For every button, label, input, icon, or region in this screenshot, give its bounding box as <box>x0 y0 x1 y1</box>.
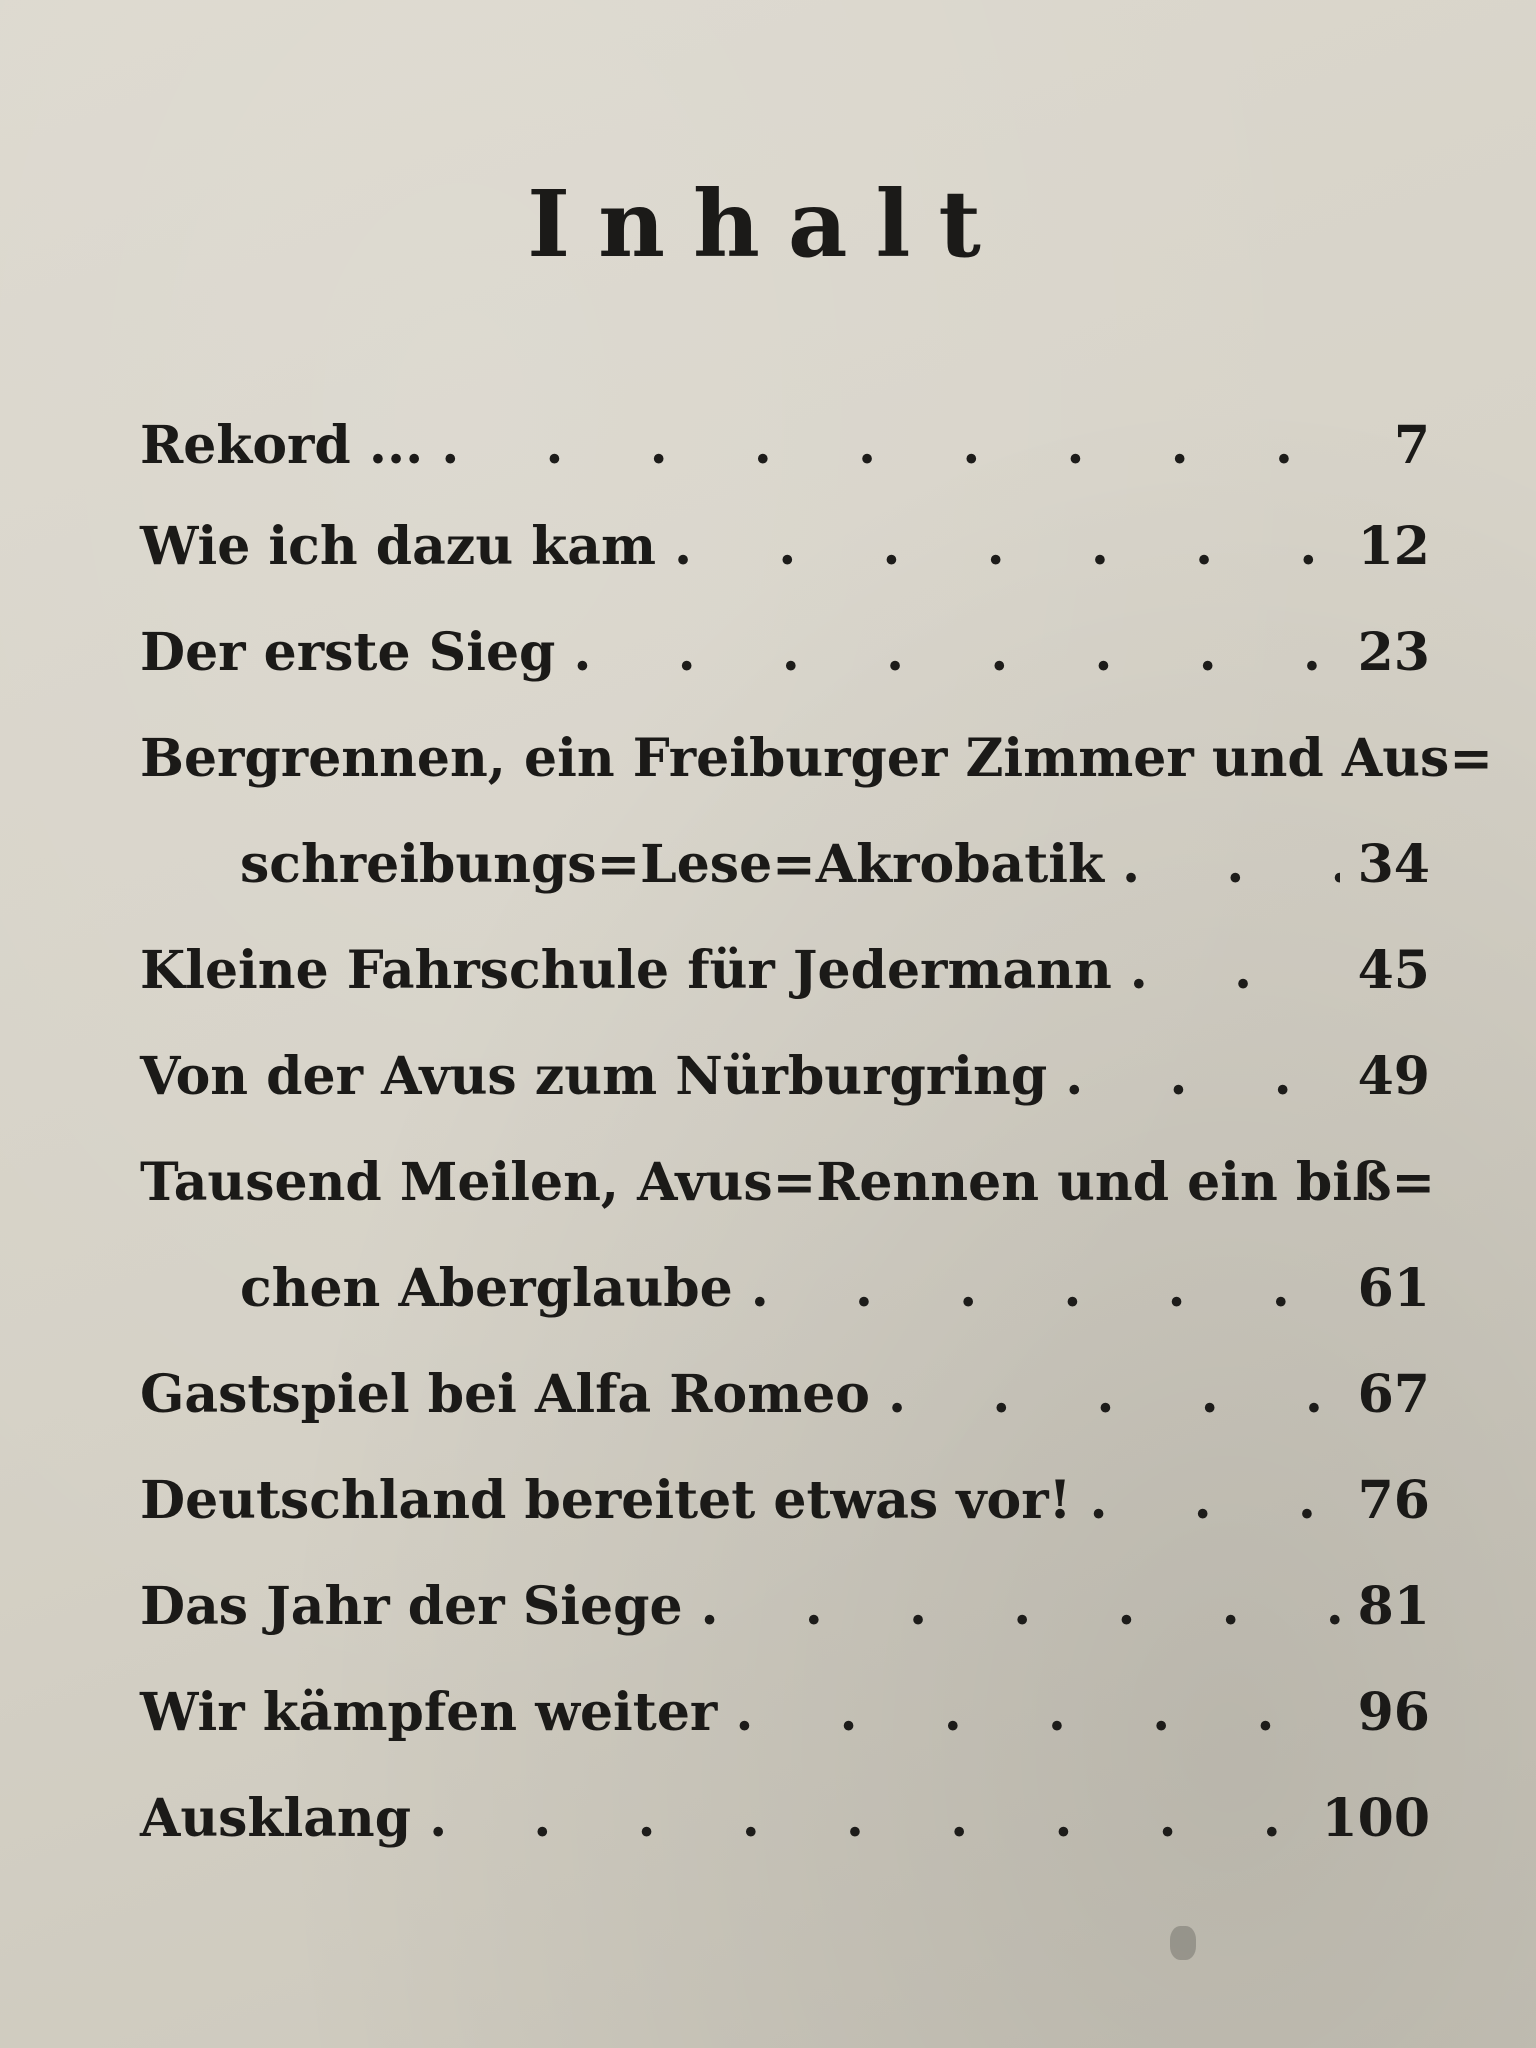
toc-entry-title: Gastspiel bei Alfa Romeo <box>140 1364 870 1425</box>
toc-entry <box>140 1448 1430 1554</box>
toc-entry-title: Der erste Sieg <box>140 622 556 683</box>
dot-leader <box>429 1766 1303 1872</box>
toc-page-number: 67 <box>1357 1364 1430 1425</box>
toc-entry-title: Deutschland bereitet etwas vor! <box>140 1470 1072 1531</box>
toc-entry <box>140 398 1430 494</box>
toc-entry-title: Wir kämpfen weiter <box>140 1682 718 1743</box>
dot-leader <box>1065 1024 1339 1130</box>
toc-line <box>140 600 1430 706</box>
toc-line <box>140 1342 1430 1448</box>
toc-page-number: 12 <box>1357 516 1430 577</box>
toc-entry <box>140 1342 1430 1448</box>
toc-page-number: 61 <box>1357 1258 1430 1319</box>
toc-page-number: 100 <box>1321 1788 1430 1849</box>
toc-line-continuation <box>140 812 1430 918</box>
dot-leader <box>674 494 1340 600</box>
dot-leader <box>1122 812 1340 918</box>
toc-line <box>140 1766 1430 1872</box>
toc-page-number: 34 <box>1357 834 1430 895</box>
page-title: Inhalt <box>527 170 1009 278</box>
toc-line <box>140 918 1430 1024</box>
dot-leader <box>1130 918 1340 1024</box>
toc-entry-title: Kleine Fahrschule für Jedermann <box>140 940 1112 1001</box>
toc-page-number: 76 <box>1357 1470 1430 1531</box>
toc-entry <box>140 1130 1436 1342</box>
toc-line <box>140 1448 1430 1554</box>
dot-leader <box>441 398 1352 494</box>
dot-leader <box>701 1554 1340 1660</box>
toc-entry-title: Das Jahr der Siege <box>140 1576 683 1637</box>
toc-entry-title: Rekord ... <box>140 415 424 476</box>
toc-entry-title: Ausklang <box>140 1788 412 1849</box>
dot-leader <box>888 1342 1340 1448</box>
toc-entry <box>140 918 1430 1024</box>
toc-line <box>140 706 1493 812</box>
toc-entry <box>140 600 1430 706</box>
toc-page-number: 81 <box>1357 1576 1430 1637</box>
toc-page-number: 49 <box>1357 1046 1430 1107</box>
toc-entry <box>140 1554 1430 1660</box>
toc-entry-title-continuation: chen Aberglaube <box>240 1258 733 1319</box>
toc-line <box>140 1130 1436 1236</box>
toc-entry <box>140 1766 1430 1872</box>
dot-leader <box>573 600 1339 706</box>
dot-leader <box>1089 1448 1339 1554</box>
toc-page-number: 96 <box>1357 1682 1430 1743</box>
toc-entry-title: Bergrennen, ein Freiburger Zimmer und Aus= <box>140 728 1493 789</box>
toc-page-number: 23 <box>1357 622 1430 683</box>
paper-blemish <box>1170 1926 1196 1960</box>
toc-entry <box>140 1024 1430 1130</box>
toc-line-continuation <box>140 1236 1430 1342</box>
toc-page-number: 45 <box>1357 940 1430 1001</box>
dot-leader <box>735 1660 1339 1766</box>
toc-entry <box>140 494 1430 600</box>
dot-leader <box>751 1236 1340 1342</box>
toc-entry <box>140 706 1493 918</box>
toc-entry-title: Von der Avus zum Nürburgring <box>140 1046 1048 1107</box>
table-of-contents <box>140 398 1493 1872</box>
toc-line <box>140 1554 1430 1660</box>
toc-line <box>140 494 1430 600</box>
toc-line <box>140 1660 1430 1766</box>
toc-page-number: 7 <box>1393 415 1430 476</box>
toc-entry-title: Tausend Meilen, Avus=Rennen und ein biß= <box>140 1152 1436 1213</box>
toc-entry-title-continuation: schreibungs=Lese=Akrobatik <box>240 834 1105 895</box>
toc-entry <box>140 1660 1430 1766</box>
toc-entry-title: Wie ich dazu kam <box>140 516 656 577</box>
toc-line <box>140 398 1430 494</box>
toc-line <box>140 1024 1430 1130</box>
